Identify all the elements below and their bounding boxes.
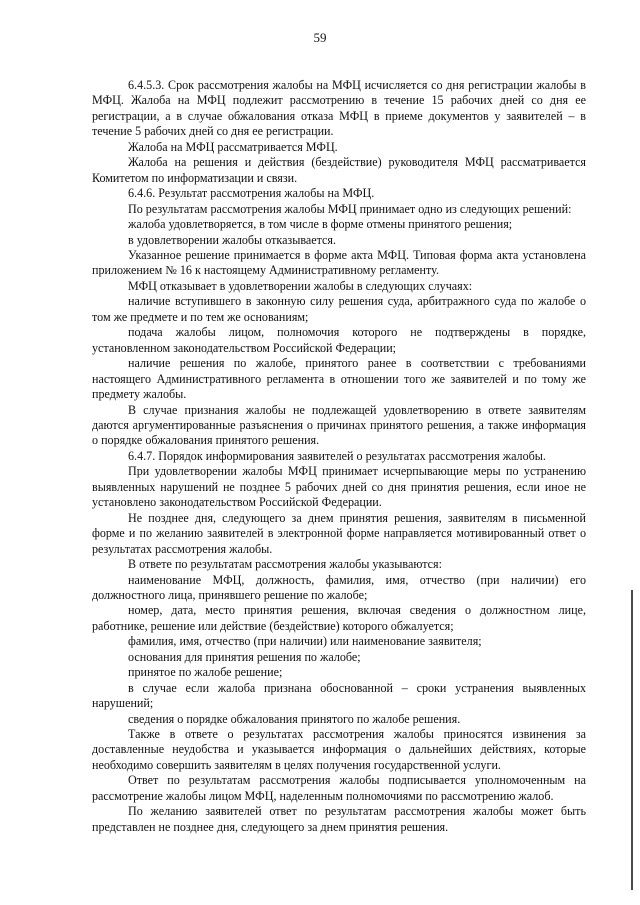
list-item: наименование МФЦ, должность, фамилия, имя, отчество (при наличии) его должностного лица, принявшего решение по жалобе;: [92, 572, 586, 602]
paragraph: В ответе по результатам рассмотрения жалобы указываются:: [128, 557, 442, 572]
paragraph: Также в ответе о результатах рассмотрения жалобы приносятся извинения за доставленные неудобства и указывается информация о дальнейших действиях, которые необходимо совершить заявителям в целях получения государственной услуги.: [92, 727, 586, 772]
paragraph: В случае признания жалобы не подлежащей удовлетворению в ответе заявителям даются аргументированные разъяснения о причинах принятого решения, а также информация о порядке обжалования принятого решения.: [92, 402, 586, 448]
paragraph: Жалоба на МФЦ рассматривается МФЦ.: [128, 139, 338, 154]
paragraph: По результатам рассмотрения жалобы МФЦ принимает одно из следующих решений:: [128, 201, 572, 216]
scan-edge-line: [631, 590, 633, 890]
paragraph: Ответ по результатам рассмотрения жалобы подписывается уполномоченным на рассмотрение жалобы лицом МФЦ, наделенным полномочиями по рассмотрению жалоб.: [92, 773, 586, 803]
page-number: 59: [313, 30, 327, 45]
list-item: сведения о порядке обжалования принятого по жалобе решения.: [128, 711, 461, 726]
paragraph: Жалоба на решения и действия (бездействие) руководителя МФЦ рассматривается Комитетом по информатизации и связи.: [92, 155, 586, 185]
paragraph: Не позднее дня, следующего за днем принятия решения, заявителям в письменной форме и по желанию заявителей в электронной форме направляется мотивированный ответ о результатах рассмотрения жалобы.: [92, 510, 586, 556]
list-item: в случае если жалоба признана обоснованной – сроки устранения выявленных нарушений;: [92, 680, 586, 711]
paragraph: 6.4.5.3. Срок рассмотрения жалобы на МФЦ исчисляется со дня регистрации жалобы в МФЦ. Жалоба на МФЦ подлежит рассмотрению в течение 15 рабочих дней со дня ее регистрации, а в случае обжалования отказа МФЦ в приеме документов у заявителей – в течение 5 рабочих дней со дня ее регистрации.: [92, 78, 586, 139]
paragraph: По желанию заявителей ответ по результатам рассмотрения жалобы может быть представлен не позднее дня, следующего за днем принятия решения.: [92, 804, 586, 834]
list-item: номер, дата, место принятия решения, включая сведения о должностном лице, работнике, решение или действие (бездействие) которого обжалуется;: [92, 603, 586, 633]
list-item: фамилия, имя, отчество (при наличии) или наименование заявителя;: [128, 634, 482, 649]
list-item: подача жалобы лицом, полномочия которого не подтверждены в порядке, установленном законодательством Российской Федерации;: [92, 325, 586, 355]
document-body: [92, 78, 586, 835]
paragraph: МФЦ отказывает в удовлетворении жалобы в следующих случаях:: [128, 278, 473, 293]
paragraph: Указанное решение принимается в форме акта МФЦ. Типовая форма акта установлена приложением № 16 к настоящему Административному регламенту.: [92, 247, 586, 278]
list-item: наличие решения по жалобе, принятого ранее в соответствии с требованиями настоящего Административного регламента в отношении того же заявителей и по тому же предмету жалобы.: [92, 356, 586, 402]
list-item: жалоба удовлетворяется, в том числе в форме отмены принятого решения;: [128, 217, 513, 232]
list-item: наличие вступившего в законную силу решения суда, арбитражного суда по жалобе о том же предмете и по тем же основаниям;: [92, 294, 586, 324]
paragraph: При удовлетворении жалобы МФЦ принимает исчерпывающие меры по устранению выявленных нарушений не позднее 5 рабочих дней со дня принятия решения, если иное не установлено законодательством Российской Федерации.: [92, 464, 586, 510]
list-item: в удовлетворении жалобы отказывается.: [128, 232, 337, 247]
list-item: основания для принятия решения по жалобе;: [128, 649, 361, 664]
section-heading: 6.4.7. Порядок информирования заявителей о результатах рассмотрения жалобы.: [128, 448, 546, 463]
list-item: принятое по жалобе решение;: [128, 665, 283, 680]
section-heading: 6.4.6. Результат рассмотрения жалобы на МФЦ.: [128, 186, 375, 201]
